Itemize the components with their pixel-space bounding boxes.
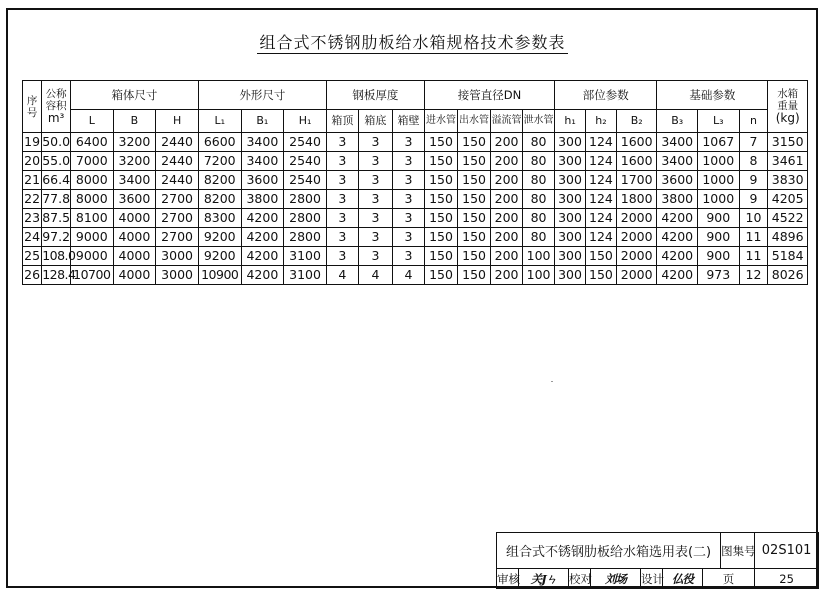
page-label: 页 (703, 569, 755, 589)
table-cell: 10 (739, 209, 768, 228)
table-cell: 10900 (198, 266, 241, 285)
header-outer-size: 外形尺寸 (198, 81, 326, 110)
table-cell: 4200 (657, 209, 698, 228)
sub-B1: B₁ (241, 110, 284, 133)
sheet-title: 组合式不锈钢肋板给水箱选用表(二) (497, 533, 721, 569)
table-cell: 124 (586, 228, 617, 247)
table-cell: 4000 (113, 247, 156, 266)
header-no-text: 序号 (26, 94, 38, 119)
sub-h1: h₁ (555, 110, 586, 133)
table-cell: 80 (523, 228, 555, 247)
table-cell: 150 (458, 190, 491, 209)
table-cell: 150 (424, 133, 457, 152)
table-cell: 973 (697, 266, 739, 285)
table-row (23, 266, 808, 285)
table-cell: 1000 (697, 171, 739, 190)
check-label: 校对 (569, 569, 591, 589)
table-cell: 4200 (657, 228, 698, 247)
table-cell: 3 (326, 171, 358, 190)
table-cell: 124 (586, 171, 617, 190)
header-position-params: 部位参数 (555, 81, 657, 110)
table-cell: 124 (586, 209, 617, 228)
table-cell: 19 (23, 133, 42, 152)
sub-wall: 箱壁 (392, 110, 424, 133)
table-cell: 150 (458, 247, 491, 266)
table-cell: 3150 (768, 133, 808, 152)
table-cell: 9000 (70, 247, 113, 266)
table-cell: 5184 (768, 247, 808, 266)
scan-speck (551, 381, 553, 382)
table-cell: 8000 (70, 171, 113, 190)
table-cell: 3400 (241, 152, 284, 171)
table-cell: 11 (739, 247, 768, 266)
table-cell: 8200 (198, 171, 241, 190)
table-cell: 6400 (70, 133, 113, 152)
table-cell: 4896 (768, 228, 808, 247)
header-capacity (42, 81, 71, 133)
table-cell: 1700 (616, 171, 657, 190)
table-cell: 7000 (70, 152, 113, 171)
table-cell: 3400 (657, 152, 698, 171)
table-cell: 80 (523, 171, 555, 190)
table-cell: 3800 (657, 190, 698, 209)
table-cell: 3 (392, 247, 424, 266)
table-cell: 8200 (198, 190, 241, 209)
table-cell: 200 (491, 133, 523, 152)
page-number: 25 (755, 569, 819, 589)
header-pipe-dn: 接管直径DN (424, 81, 554, 110)
table-cell: 2700 (156, 228, 199, 247)
table-cell: 4522 (768, 209, 808, 228)
table-cell: 3 (392, 209, 424, 228)
table-cell: 1000 (697, 152, 739, 171)
table-cell: 20 (23, 152, 42, 171)
table-cell: 2000 (616, 228, 657, 247)
table-cell: 3100 (284, 266, 327, 285)
design-label: 设计 (641, 569, 663, 589)
table-cell: 200 (491, 190, 523, 209)
table-cell: 4200 (657, 266, 698, 285)
sub-H: H (156, 110, 199, 133)
sub-n: n (739, 110, 768, 133)
table-cell: 4200 (241, 247, 284, 266)
table-cell: 1800 (616, 190, 657, 209)
header-weight-text: 水箱重量 (777, 88, 799, 112)
table-cell: 200 (491, 266, 523, 285)
table-cell: 150 (458, 266, 491, 285)
review-label: 审核 (497, 569, 519, 589)
table-cell: 4200 (241, 228, 284, 247)
table-cell: 2000 (616, 209, 657, 228)
sub-top: 箱顶 (326, 110, 358, 133)
table-cell: 2700 (156, 209, 199, 228)
table-cell: 21 (23, 171, 42, 190)
table-cell: 50.0 (42, 133, 71, 152)
header-row-1 (23, 81, 808, 110)
table-cell: 200 (491, 171, 523, 190)
table-row (23, 152, 808, 171)
table-cell: 2540 (284, 152, 327, 171)
table-cell: 150 (586, 266, 617, 285)
header-capacity-text: 公称容积 (45, 88, 67, 112)
sub-B3: B₃ (657, 110, 698, 133)
table-cell: 7 (739, 133, 768, 152)
table-cell: 2800 (284, 190, 327, 209)
table-cell: 3400 (113, 171, 156, 190)
table-cell: 80 (523, 152, 555, 171)
table-cell: 23 (23, 209, 42, 228)
table-cell: 300 (555, 247, 586, 266)
table-cell: 200 (491, 209, 523, 228)
table-cell: 6600 (198, 133, 241, 152)
sub-L: L (70, 110, 113, 133)
sub-L1: L₁ (198, 110, 241, 133)
table-cell: 26 (23, 266, 42, 285)
sub-B2: B₂ (616, 110, 657, 133)
table-cell: 1000 (697, 190, 739, 209)
table-cell: 25 (23, 247, 42, 266)
table-cell: 150 (424, 190, 457, 209)
table-cell: 4 (358, 266, 392, 285)
table-cell: 200 (491, 247, 523, 266)
design-signature: 仏役 (663, 569, 703, 589)
table-cell: 900 (697, 247, 739, 266)
table-cell: 150 (458, 171, 491, 190)
spec-table-body (23, 133, 808, 285)
table-cell: 4000 (113, 228, 156, 247)
sub-h2: h₂ (586, 110, 617, 133)
sub-L3: L₃ (697, 110, 739, 133)
table-cell: 10700 (70, 266, 113, 285)
table-cell: 124 (586, 133, 617, 152)
table-cell: 4205 (768, 190, 808, 209)
table-cell: 200 (491, 152, 523, 171)
table-cell: 24 (23, 228, 42, 247)
table-cell: 150 (424, 209, 457, 228)
table-cell: 9 (739, 171, 768, 190)
table-row (23, 133, 808, 152)
table-cell: 3 (326, 228, 358, 247)
table-cell: 300 (555, 209, 586, 228)
table-row (23, 209, 808, 228)
table-cell: 1600 (616, 152, 657, 171)
table-cell: 3200 (113, 133, 156, 152)
table-cell: 150 (458, 209, 491, 228)
title-block (496, 532, 819, 589)
table-cell: 3 (358, 209, 392, 228)
table-cell: 3 (358, 190, 392, 209)
table-cell: 2800 (284, 228, 327, 247)
header-body-size: 箱体尺寸 (70, 81, 198, 110)
sub-drain: 泄水管 (523, 110, 555, 133)
table-cell: 150 (424, 171, 457, 190)
table-cell: 150 (458, 152, 491, 171)
table-cell: 3 (358, 152, 392, 171)
table-cell: 3 (392, 228, 424, 247)
table-cell: 3 (392, 190, 424, 209)
table-cell: 4000 (113, 209, 156, 228)
table-cell: 9200 (198, 247, 241, 266)
table-cell: 2800 (284, 209, 327, 228)
sub-outlet: 出水管 (458, 110, 491, 133)
table-cell: 4200 (241, 266, 284, 285)
table-cell: 8026 (768, 266, 808, 285)
table-row (23, 190, 808, 209)
table-cell: 3000 (156, 266, 199, 285)
table-cell: 2440 (156, 152, 199, 171)
table-cell: 55.0 (42, 152, 71, 171)
table-cell: 150 (424, 247, 457, 266)
header-foundation-params: 基础参数 (657, 81, 768, 110)
table-cell: 8100 (70, 209, 113, 228)
header-plate-thickness: 钢板厚度 (326, 81, 424, 110)
table-cell: 4 (326, 266, 358, 285)
table-row (23, 247, 808, 266)
table-cell: 900 (697, 209, 739, 228)
table-cell: 150 (586, 247, 617, 266)
table-cell: 3800 (241, 190, 284, 209)
spec-table (22, 80, 808, 285)
table-cell: 150 (458, 228, 491, 247)
table-cell: 8000 (70, 190, 113, 209)
page-title-text: 组合式不锈钢肋板给水箱规格技术参数表 (259, 33, 566, 52)
table-cell: 3 (358, 133, 392, 152)
table-cell: 3 (392, 152, 424, 171)
table-cell: 2540 (284, 133, 327, 152)
sub-bottom: 箱底 (358, 110, 392, 133)
table-cell: 1600 (616, 133, 657, 152)
table-cell: 2540 (284, 171, 327, 190)
atlas-number: 02S101 (755, 533, 819, 569)
table-cell: 2440 (156, 171, 199, 190)
table-row (23, 228, 808, 247)
table-cell: 3600 (657, 171, 698, 190)
table-cell: 7200 (198, 152, 241, 171)
table-cell: 124 (586, 152, 617, 171)
header-capacity-unit: m³ (47, 111, 65, 125)
table-cell: 2000 (616, 266, 657, 285)
table-cell: 80 (523, 190, 555, 209)
table-cell: 4000 (113, 266, 156, 285)
table-cell: 11 (739, 228, 768, 247)
table-cell: 300 (555, 171, 586, 190)
table-cell: 3100 (284, 247, 327, 266)
table-cell: 3400 (657, 133, 698, 152)
table-cell: 300 (555, 228, 586, 247)
table-cell: 66.4 (42, 171, 71, 190)
header-weight-unit: (kg) (775, 111, 800, 125)
table-cell: 150 (424, 266, 457, 285)
table-cell: 8300 (198, 209, 241, 228)
table-cell: 3400 (241, 133, 284, 152)
table-cell: 9200 (198, 228, 241, 247)
table-cell: 3000 (156, 247, 199, 266)
table-cell: 3 (358, 171, 392, 190)
table-cell: 900 (697, 228, 739, 247)
table-cell: 77.8 (42, 190, 71, 209)
table-cell: 4200 (241, 209, 284, 228)
table-cell: 4200 (657, 247, 698, 266)
header-weight (768, 81, 808, 133)
table-cell: 300 (555, 190, 586, 209)
table-cell: 3 (326, 152, 358, 171)
table-row (23, 171, 808, 190)
table-cell: 150 (424, 228, 457, 247)
table-cell: 3200 (113, 152, 156, 171)
table-cell: 3 (326, 190, 358, 209)
table-cell: 22 (23, 190, 42, 209)
table-cell: 12 (739, 266, 768, 285)
check-signature: 刘场 (591, 569, 641, 589)
table-cell: 80 (523, 209, 555, 228)
atlas-label: 图集号 (721, 533, 755, 569)
table-cell: 87.5 (42, 209, 71, 228)
table-cell: 124 (586, 190, 617, 209)
table-cell: 9000 (70, 228, 113, 247)
table-cell: 2700 (156, 190, 199, 209)
table-cell: 300 (555, 152, 586, 171)
table-cell: 128.4 (42, 266, 71, 285)
sub-inlet: 进水管 (424, 110, 457, 133)
table-cell: 1067 (697, 133, 739, 152)
table-cell: 300 (555, 133, 586, 152)
sub-H1: H₁ (284, 110, 327, 133)
table-cell: 8 (739, 152, 768, 171)
table-cell: 97.2 (42, 228, 71, 247)
page-title (0, 30, 825, 53)
table-cell: 100 (523, 266, 555, 285)
table-cell: 200 (491, 228, 523, 247)
table-cell: 3 (392, 171, 424, 190)
table-cell: 4 (392, 266, 424, 285)
table-cell: 80 (523, 133, 555, 152)
table-cell: 300 (555, 266, 586, 285)
table-cell: 3 (358, 228, 392, 247)
table-cell: 3600 (113, 190, 156, 209)
table-cell: 9 (739, 190, 768, 209)
review-signature: 关Jㄣ (519, 569, 569, 589)
table-cell: 100 (523, 247, 555, 266)
table-cell: 3461 (768, 152, 808, 171)
sub-overflow: 溢流管 (491, 110, 523, 133)
table-cell: 3830 (768, 171, 808, 190)
table-cell: 3600 (241, 171, 284, 190)
sub-B: B (113, 110, 156, 133)
table-cell: 3 (326, 209, 358, 228)
table-cell: 3 (326, 247, 358, 266)
header-no (23, 81, 42, 133)
table-cell: 3 (392, 133, 424, 152)
header-row-2 (23, 110, 808, 133)
table-cell: 2440 (156, 133, 199, 152)
table-cell: 108.0 (42, 247, 71, 266)
table-cell: 3 (326, 133, 358, 152)
table-cell: 2000 (616, 247, 657, 266)
table-cell: 150 (458, 133, 491, 152)
table-cell: 150 (424, 152, 457, 171)
table-cell: 3 (358, 247, 392, 266)
